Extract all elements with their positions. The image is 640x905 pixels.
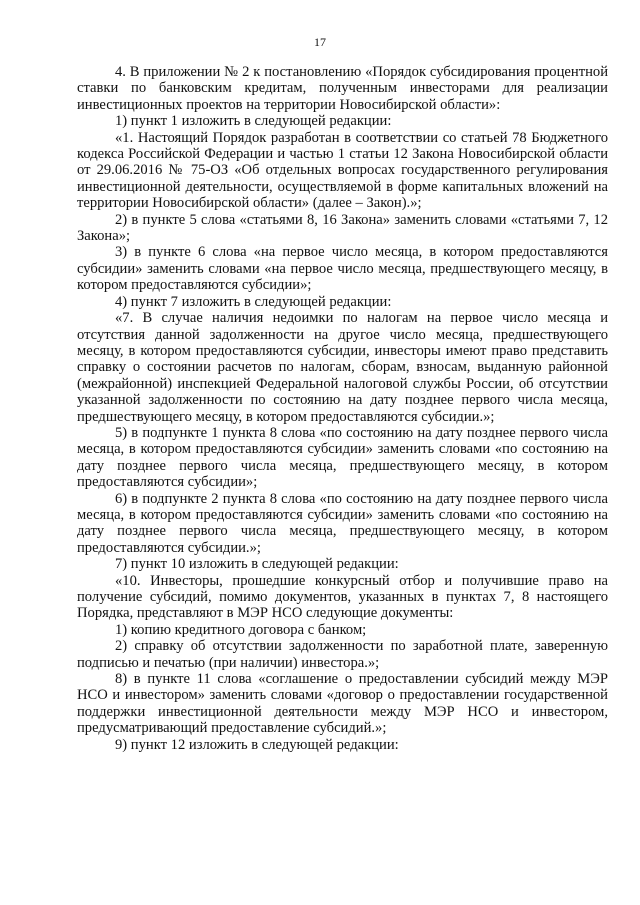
- paragraph-item-6: 6) в подпункте 2 пункта 8 слова «по состоянию на дату позднее первого числа месяца, в котором предоставляются субсидии» заменить словами «по состоянию на дату позднее первого числа месяца, предшествующего месяцу, в котором предоставляются субсидии.»;: [77, 490, 608, 556]
- paragraph-item-7-sub-2: 2) справку об отсутствии задолженности по заработной плате, заверенную подписью и печатью (при наличии) инвестора.»;: [77, 638, 608, 671]
- paragraph-item-3: 3) в пункте 6 слова «на первое число месяца, в котором предоставляются субсидии» заменить словами «на первое число месяца, предшествующего месяцу, в котором предоставляются субсидии»;: [77, 244, 608, 294]
- paragraph-item-7-sub-1: 1) копию кредитного договора с банком;: [115, 621, 367, 638]
- page-number: 17: [314, 35, 326, 49]
- paragraph-item-2: 2) в пункте 5 слова «статьями 8, 16 Закона» заменить словами «статьями 7, 12 Закона»;: [77, 211, 608, 245]
- paragraph-item-1-intro: 1) пункт 1 изложить в следующей редакции:: [115, 113, 392, 130]
- paragraph-item-9-intro: 9) пункт 12 изложить в следующей редакции:: [115, 736, 399, 753]
- paragraph-item-7-text: «10. Инвесторы, прошедшие конкурсный отбор и получившие право на получение субсидий, помимо документов, указанных в пунктах 7, 8 настоящего Порядка, представляют в МЭР НСО следующие документы:: [77, 572, 608, 622]
- document-body: [77, 64, 608, 753]
- paragraph-item-1-text: «1. Настоящий Порядок разработан в соответствии со статьей 78 Бюджетного кодекса Российской Федерации и частью 1 статьи 12 Закона Новосибирской области от 29.06.2016 № 75-ОЗ «Об отдельных вопросах государственного регулирования инвестиционной деятельности, осуществляемой в форме капитальных вложений на территории Новосибирской области» (далее – Закон).»;: [77, 129, 608, 212]
- paragraph-item-5: 5) в подпункте 1 пункта 8 слова «по состоянию на дату позднее первого числа месяца, в котором предоставляются субсидии» заменить словами «по состоянию на дату позднее первого числа месяца, предшествующего месяцу, в котором предоставляются субсидии»;: [77, 424, 608, 491]
- paragraph-item-7-intro: 7) пункт 10 изложить в следующей редакции:: [115, 556, 399, 573]
- paragraph-annex-2-heading: 4. В приложении № 2 к постановлению «Порядок субсидирования процентной ставки по банковским кредитам, полученным инвесторами для реализации инвестиционных проектов на территории Новосибирской области»:: [77, 64, 608, 113]
- paragraph-item-4-text: «7. В случае наличия недоимки по налогам на первое число месяца и отсутствия данной задолженности на другое число месяца, предшествующего месяцу, в котором предоставляются субсидии, инвесторы имеют право представить справку о состоянии расчетов по налогам, сборам, взносам, выданную районной (межрайонной) инспекцией Федеральной налоговой службы России, об отсутствии указанной задолженности по состоянию на дату позднее первого числа месяца, предшествующего месяцу, в котором предоставляются субсидии.»;: [77, 310, 608, 425]
- paragraph-item-4-intro: 4) пункт 7 изложить в следующей редакции:: [115, 293, 392, 310]
- paragraph-item-8: 8) в пункте 11 слова «соглашение о предоставлении субсидий между МЭР НСО и инвестором» заменить словами «договор о предоставлении государственной поддержки инвестиционной деятельности между МЭР НСО и инвестором, предусматривающий предоставление субсидий.»;: [77, 671, 608, 737]
